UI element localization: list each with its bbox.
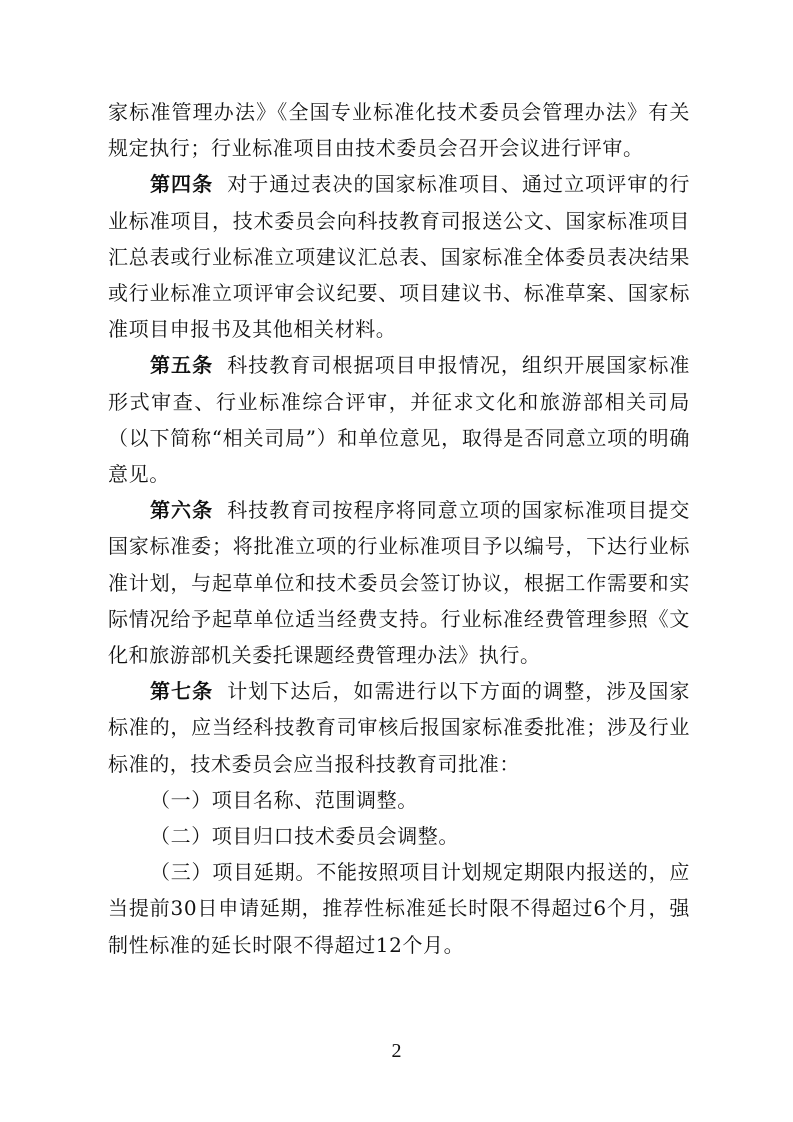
paragraph-text: 计划下达后，如需进行以下方面的调整，涉及国家标准的，应当经科技教育司审核后报国家标准委批准；涉及行业标准的，技术委员会应当报科技教育司批准： [108, 679, 690, 776]
article-number: 第五条 [150, 353, 214, 378]
paragraph-continuation [108, 94, 690, 166]
paragraph-text: 科技教育司根据项目申报情况，组织开展国家标准形式审查、行业标准综合评审，并征求文化和旅游部相关司局（以下简称“相关司局”）和单位意见，取得是否同意立项的明确意见。 [108, 353, 690, 487]
paragraph-text: 家标准管理办法》《全国专业标准化技术委员会管理办法》有关规定执行；行业标准项目由技术委员会召开会议进行评审。 [108, 100, 690, 161]
article-number: 第六条 [150, 498, 214, 523]
paragraph-text: 科技教育司按程序将同意立项的国家标准项目提交国家标准委；将批准立项的行业标准项目予以编号，下达行业标准计划，与起草单位和技术委员会签订协议，根据工作需要和实际情况给予起草单位适当经费支持。行业标准经费管理参照《文化和旅游部机关委托课题经费管理办法》执行。 [108, 498, 690, 668]
article-4 [108, 166, 690, 347]
article-number: 第四条 [150, 172, 214, 197]
document-body [108, 94, 690, 963]
paragraph-text: 对于通过表决的国家标准项目、通过立项评审的行业标准项目，技术委员会向科技教育司报送公文、国家标准项目汇总表或行业标准立项建议汇总表、国家标准全体委员表决结果或行业标准立项评审会议纪要、项目建议书、标准草案、国家标准项目申报书及其他相关材料。 [108, 172, 690, 342]
page-number: 2 [391, 1040, 402, 1062]
list-item-1: （一）项目名称、范围调整。 [150, 787, 418, 812]
article-number: 第七条 [150, 679, 214, 704]
list-item-2: （二）项目归口技术委员会调整。 [150, 824, 459, 849]
article-6 [108, 492, 690, 673]
list-item-3: （三）项目延期。不能按照项目计划规定期限内报送的，应当提前30日申请延期，推荐性标准延长时限不得超过6个月，强制性标准的延长时限不得超过12个月。 [108, 860, 690, 957]
article-7 [108, 673, 690, 782]
article-5 [108, 347, 690, 492]
